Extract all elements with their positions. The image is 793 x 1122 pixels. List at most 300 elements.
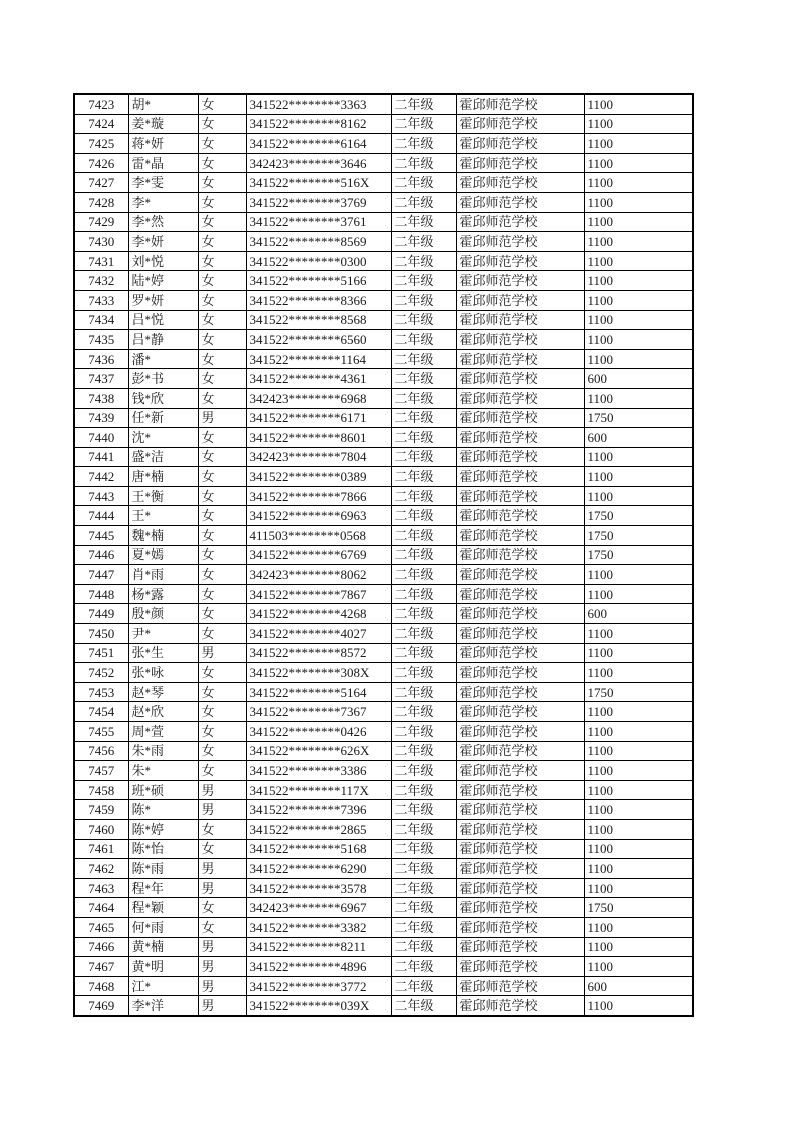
cell-gender: 男 [198, 976, 246, 996]
cell-amount: 600 [584, 604, 693, 624]
cell-grade: 二年级 [391, 800, 456, 820]
table-row [74, 369, 693, 389]
cell-school: 霍邱师范学校 [456, 565, 584, 585]
cell-school: 霍邱师范学校 [456, 251, 584, 271]
cell-id_number: 341522********5166 [246, 271, 391, 291]
cell-school: 霍邱师范学校 [456, 937, 584, 957]
cell-gender: 女 [198, 271, 246, 291]
cell-id: 7448 [74, 584, 128, 604]
table-row [74, 976, 693, 996]
cell-id_number: 341522********6171 [246, 408, 391, 428]
cell-id_number: 342423********8062 [246, 565, 391, 585]
cell-name: 潘* [128, 349, 198, 369]
cell-grade: 二年级 [391, 702, 456, 722]
cell-gender: 女 [198, 917, 246, 937]
cell-id_number: 341522********6164 [246, 134, 391, 154]
cell-gender: 男 [198, 780, 246, 800]
cell-grade: 二年级 [391, 408, 456, 428]
cell-id_number: 341522********3578 [246, 878, 391, 898]
cell-name: 黄*楠 [128, 937, 198, 957]
cell-amount: 1100 [584, 780, 693, 800]
cell-id: 7465 [74, 917, 128, 937]
cell-amount: 1100 [584, 702, 693, 722]
cell-grade: 二年级 [391, 604, 456, 624]
cell-school: 霍邱师范学校 [456, 643, 584, 663]
cell-grade: 二年级 [391, 917, 456, 937]
cell-gender: 女 [198, 506, 246, 526]
cell-id: 7435 [74, 330, 128, 350]
cell-school: 霍邱师范学校 [456, 898, 584, 918]
cell-school: 霍邱师范学校 [456, 94, 584, 114]
table-row [74, 722, 693, 742]
cell-amount: 1100 [584, 741, 693, 761]
cell-id_number: 341522********7396 [246, 800, 391, 820]
cell-id: 7450 [74, 624, 128, 644]
cell-gender: 女 [198, 741, 246, 761]
cell-name: 吕*悦 [128, 310, 198, 330]
cell-id: 7464 [74, 898, 128, 918]
cell-amount: 1100 [584, 192, 693, 212]
table-row [74, 290, 693, 310]
table-row [74, 682, 693, 702]
cell-amount: 1100 [584, 94, 693, 114]
cell-name: 罗*妍 [128, 290, 198, 310]
cell-school: 霍邱师范学校 [456, 761, 584, 781]
table-row [74, 898, 693, 918]
cell-school: 霍邱师范学校 [456, 722, 584, 742]
cell-id: 7466 [74, 937, 128, 957]
cell-amount: 1100 [584, 349, 693, 369]
cell-grade: 二年级 [391, 878, 456, 898]
cell-amount: 1100 [584, 310, 693, 330]
cell-amount: 1100 [584, 957, 693, 977]
cell-id_number: 341522********516X [246, 173, 391, 193]
cell-gender: 女 [198, 153, 246, 173]
cell-gender: 女 [198, 447, 246, 467]
cell-id: 7468 [74, 976, 128, 996]
cell-amount: 1100 [584, 663, 693, 683]
cell-school: 霍邱师范学校 [456, 212, 584, 232]
table-row [74, 428, 693, 448]
cell-id_number: 341522********308X [246, 663, 391, 683]
cell-id_number: 341522********3772 [246, 976, 391, 996]
cell-gender: 女 [198, 545, 246, 565]
cell-name: 李*妍 [128, 232, 198, 252]
cell-grade: 二年级 [391, 957, 456, 977]
cell-amount: 1100 [584, 878, 693, 898]
cell-gender: 女 [198, 898, 246, 918]
cell-id_number: 341522********4268 [246, 604, 391, 624]
cell-amount: 1100 [584, 330, 693, 350]
cell-amount: 1100 [584, 819, 693, 839]
cell-name: 张*生 [128, 643, 198, 663]
cell-id: 7445 [74, 526, 128, 546]
cell-grade: 二年级 [391, 192, 456, 212]
cell-school: 霍邱师范学校 [456, 819, 584, 839]
cell-id: 7451 [74, 643, 128, 663]
table-row [74, 584, 693, 604]
cell-amount: 1100 [584, 447, 693, 467]
cell-gender: 男 [198, 878, 246, 898]
cell-id: 7438 [74, 388, 128, 408]
cell-name: 陈*怡 [128, 839, 198, 859]
table-row [74, 330, 693, 350]
cell-id_number: 341522********8568 [246, 310, 391, 330]
cell-grade: 二年级 [391, 290, 456, 310]
cell-school: 霍邱师范学校 [456, 134, 584, 154]
cell-amount: 600 [584, 976, 693, 996]
cell-name: 朱* [128, 761, 198, 781]
cell-gender: 女 [198, 761, 246, 781]
cell-amount: 1100 [584, 271, 693, 291]
table-row [74, 545, 693, 565]
cell-amount: 600 [584, 428, 693, 448]
cell-grade: 二年级 [391, 486, 456, 506]
cell-name: 刘*悦 [128, 251, 198, 271]
cell-school: 霍邱师范学校 [456, 290, 584, 310]
table-row [74, 153, 693, 173]
cell-grade: 二年级 [391, 349, 456, 369]
cell-id: 7444 [74, 506, 128, 526]
cell-grade: 二年级 [391, 173, 456, 193]
cell-id: 7443 [74, 486, 128, 506]
table-row [74, 839, 693, 859]
cell-grade: 二年级 [391, 467, 456, 487]
table-row [74, 467, 693, 487]
cell-school: 霍邱师范学校 [456, 800, 584, 820]
cell-id_number: 341522********3382 [246, 917, 391, 937]
cell-name: 钱*欣 [128, 388, 198, 408]
table-row [74, 408, 693, 428]
cell-amount: 1100 [584, 643, 693, 663]
cell-id_number: 341522********039X [246, 996, 391, 1016]
cell-school: 霍邱师范学校 [456, 388, 584, 408]
cell-grade: 二年级 [391, 643, 456, 663]
cell-gender: 女 [198, 192, 246, 212]
cell-gender: 女 [198, 173, 246, 193]
cell-amount: 1100 [584, 114, 693, 134]
cell-school: 霍邱师范学校 [456, 408, 584, 428]
cell-id: 7446 [74, 545, 128, 565]
cell-name: 杨*露 [128, 584, 198, 604]
cell-id_number: 341522********626X [246, 741, 391, 761]
cell-id_number: 341522********0389 [246, 467, 391, 487]
cell-grade: 二年级 [391, 310, 456, 330]
cell-id_number: 341522********5164 [246, 682, 391, 702]
cell-id: 7447 [74, 565, 128, 585]
cell-grade: 二年级 [391, 428, 456, 448]
cell-id_number: 341522********4027 [246, 624, 391, 644]
cell-amount: 1750 [584, 506, 693, 526]
cell-school: 霍邱师范学校 [456, 917, 584, 937]
cell-grade: 二年级 [391, 584, 456, 604]
cell-id_number: 341522********8162 [246, 114, 391, 134]
table-row [74, 663, 693, 683]
cell-gender: 女 [198, 624, 246, 644]
cell-name: 赵*琴 [128, 682, 198, 702]
cell-grade: 二年级 [391, 859, 456, 879]
cell-gender: 女 [198, 604, 246, 624]
cell-gender: 女 [198, 232, 246, 252]
cell-gender: 女 [198, 290, 246, 310]
cell-name: 李*然 [128, 212, 198, 232]
cell-amount: 1100 [584, 800, 693, 820]
cell-id: 7469 [74, 996, 128, 1016]
cell-id_number: 341522********117X [246, 780, 391, 800]
table-row [74, 526, 693, 546]
cell-name: 江* [128, 976, 198, 996]
cell-id_number: 341522********4896 [246, 957, 391, 977]
table-row [74, 251, 693, 271]
cell-gender: 男 [198, 859, 246, 879]
cell-amount: 600 [584, 369, 693, 389]
cell-gender: 女 [198, 330, 246, 350]
cell-grade: 二年级 [391, 388, 456, 408]
cell-gender: 女 [198, 369, 246, 389]
cell-name: 任*新 [128, 408, 198, 428]
cell-name: 陈* [128, 800, 198, 820]
cell-grade: 二年级 [391, 153, 456, 173]
cell-id: 7426 [74, 153, 128, 173]
cell-id_number: 341522********0426 [246, 722, 391, 742]
cell-id: 7467 [74, 957, 128, 977]
table-row [74, 800, 693, 820]
cell-amount: 1100 [584, 624, 693, 644]
cell-name: 沈* [128, 428, 198, 448]
table-row [74, 780, 693, 800]
cell-id: 7454 [74, 702, 128, 722]
cell-school: 霍邱师范学校 [456, 859, 584, 879]
cell-school: 霍邱师范学校 [456, 310, 584, 330]
cell-name: 胡* [128, 94, 198, 114]
cell-name: 殷*颜 [128, 604, 198, 624]
cell-gender: 男 [198, 937, 246, 957]
cell-name: 程*年 [128, 878, 198, 898]
cell-id: 7442 [74, 467, 128, 487]
cell-id_number: 341522********3363 [246, 94, 391, 114]
cell-school: 霍邱师范学校 [456, 878, 584, 898]
cell-id: 7457 [74, 761, 128, 781]
cell-school: 霍邱师范学校 [456, 349, 584, 369]
table-row [74, 761, 693, 781]
cell-amount: 1100 [584, 153, 693, 173]
cell-amount: 1100 [584, 996, 693, 1016]
cell-gender: 女 [198, 526, 246, 546]
cell-school: 霍邱师范学校 [456, 506, 584, 526]
cell-id: 7462 [74, 859, 128, 879]
cell-grade: 二年级 [391, 506, 456, 526]
cell-name: 姜*璇 [128, 114, 198, 134]
cell-school: 霍邱师范学校 [456, 839, 584, 859]
cell-name: 周*萱 [128, 722, 198, 742]
cell-name: 陆*婷 [128, 271, 198, 291]
table-row [74, 349, 693, 369]
cell-gender: 女 [198, 722, 246, 742]
cell-school: 霍邱师范学校 [456, 957, 584, 977]
cell-school: 霍邱师范学校 [456, 584, 584, 604]
cell-id: 7452 [74, 663, 128, 683]
cell-amount: 1100 [584, 212, 693, 232]
cell-name: 盛*洁 [128, 447, 198, 467]
cell-id_number: 341522********8572 [246, 643, 391, 663]
cell-amount: 1750 [584, 526, 693, 546]
cell-id_number: 341522********6963 [246, 506, 391, 526]
cell-name: 蒋*妍 [128, 134, 198, 154]
cell-id: 7439 [74, 408, 128, 428]
cell-amount: 1750 [584, 545, 693, 565]
cell-name: 张*咏 [128, 663, 198, 683]
cell-school: 霍邱师范学校 [456, 428, 584, 448]
cell-id: 7434 [74, 310, 128, 330]
cell-id: 7429 [74, 212, 128, 232]
cell-id: 7440 [74, 428, 128, 448]
cell-amount: 1100 [584, 232, 693, 252]
cell-id: 7460 [74, 819, 128, 839]
cell-gender: 女 [198, 349, 246, 369]
cell-school: 霍邱师范学校 [456, 545, 584, 565]
cell-gender: 女 [198, 702, 246, 722]
table-row [74, 271, 693, 291]
cell-gender: 女 [198, 682, 246, 702]
cell-id_number: 341522********2865 [246, 819, 391, 839]
cell-school: 霍邱师范学校 [456, 741, 584, 761]
cell-amount: 1100 [584, 290, 693, 310]
cell-name: 王*衡 [128, 486, 198, 506]
cell-gender: 男 [198, 996, 246, 1016]
cell-id_number: 341522********6769 [246, 545, 391, 565]
cell-school: 霍邱师范学校 [456, 702, 584, 722]
cell-school: 霍邱师范学校 [456, 467, 584, 487]
cell-grade: 二年级 [391, 624, 456, 644]
cell-id: 7433 [74, 290, 128, 310]
cell-amount: 1100 [584, 839, 693, 859]
cell-id: 7437 [74, 369, 128, 389]
cell-school: 霍邱师范学校 [456, 271, 584, 291]
cell-amount: 1100 [584, 251, 693, 271]
cell-name: 班*硕 [128, 780, 198, 800]
cell-gender: 女 [198, 212, 246, 232]
table-row [74, 232, 693, 252]
cell-amount: 1100 [584, 761, 693, 781]
cell-grade: 二年级 [391, 996, 456, 1016]
cell-grade: 二年级 [391, 369, 456, 389]
cell-id: 7428 [74, 192, 128, 212]
cell-id_number: 341522********1164 [246, 349, 391, 369]
cell-id_number: 341522********0300 [246, 251, 391, 271]
cell-id_number: 341522********6560 [246, 330, 391, 350]
table-row [74, 310, 693, 330]
table-row [74, 565, 693, 585]
cell-id_number: 341522********5168 [246, 839, 391, 859]
cell-id: 7461 [74, 839, 128, 859]
cell-name: 夏*嫣 [128, 545, 198, 565]
cell-amount: 1100 [584, 134, 693, 154]
cell-gender: 女 [198, 94, 246, 114]
cell-grade: 二年级 [391, 134, 456, 154]
cell-school: 霍邱师范学校 [456, 624, 584, 644]
cell-grade: 二年级 [391, 114, 456, 134]
cell-name: 雷*晶 [128, 153, 198, 173]
table-row [74, 134, 693, 154]
cell-school: 霍邱师范学校 [456, 780, 584, 800]
cell-school: 霍邱师范学校 [456, 604, 584, 624]
cell-name: 吕*静 [128, 330, 198, 350]
cell-id: 7458 [74, 780, 128, 800]
cell-school: 霍邱师范学校 [456, 330, 584, 350]
cell-amount: 1100 [584, 584, 693, 604]
cell-school: 霍邱师范学校 [456, 682, 584, 702]
table-row [74, 486, 693, 506]
cell-grade: 二年级 [391, 526, 456, 546]
cell-amount: 1100 [584, 486, 693, 506]
table-row [74, 957, 693, 977]
cell-grade: 二年级 [391, 839, 456, 859]
cell-id: 7423 [74, 94, 128, 114]
table-row [74, 94, 693, 114]
cell-grade: 二年级 [391, 898, 456, 918]
cell-id_number: 341522********8211 [246, 937, 391, 957]
cell-name: 彭*书 [128, 369, 198, 389]
cell-grade: 二年级 [391, 780, 456, 800]
cell-amount: 1100 [584, 859, 693, 879]
table-row [74, 878, 693, 898]
cell-name: 肖*雨 [128, 565, 198, 585]
cell-gender: 女 [198, 663, 246, 683]
cell-id_number: 341522********4361 [246, 369, 391, 389]
cell-grade: 二年级 [391, 819, 456, 839]
cell-gender: 女 [198, 134, 246, 154]
cell-amount: 1100 [584, 917, 693, 937]
cell-gender: 女 [198, 839, 246, 859]
cell-name: 唐*楠 [128, 467, 198, 487]
cell-id_number: 342423********7804 [246, 447, 391, 467]
cell-name: 李*洋 [128, 996, 198, 1016]
cell-amount: 1100 [584, 565, 693, 585]
cell-grade: 二年级 [391, 447, 456, 467]
cell-amount: 1750 [584, 682, 693, 702]
cell-grade: 二年级 [391, 545, 456, 565]
cell-name: 程*颖 [128, 898, 198, 918]
cell-id_number: 341522********7867 [246, 584, 391, 604]
cell-name: 何*雨 [128, 917, 198, 937]
cell-gender: 男 [198, 800, 246, 820]
table-row [74, 624, 693, 644]
table-row [74, 859, 693, 879]
table-row [74, 741, 693, 761]
cell-id_number: 341522********8601 [246, 428, 391, 448]
table-row [74, 114, 693, 134]
cell-id: 7431 [74, 251, 128, 271]
cell-grade: 二年级 [391, 976, 456, 996]
cell-gender: 女 [198, 486, 246, 506]
cell-gender: 男 [198, 957, 246, 977]
cell-gender: 女 [198, 819, 246, 839]
cell-gender: 男 [198, 643, 246, 663]
cell-id_number: 341522********3761 [246, 212, 391, 232]
cell-gender: 女 [198, 428, 246, 448]
cell-name: 尹* [128, 624, 198, 644]
cell-grade: 二年级 [391, 232, 456, 252]
cell-grade: 二年级 [391, 94, 456, 114]
cell-name: 李* [128, 192, 198, 212]
cell-id_number: 341522********8569 [246, 232, 391, 252]
cell-name: 赵*欣 [128, 702, 198, 722]
cell-grade: 二年级 [391, 722, 456, 742]
cell-amount: 1100 [584, 173, 693, 193]
cell-amount: 1100 [584, 722, 693, 742]
cell-amount: 1100 [584, 388, 693, 408]
cell-id_number: 341522********3769 [246, 192, 391, 212]
